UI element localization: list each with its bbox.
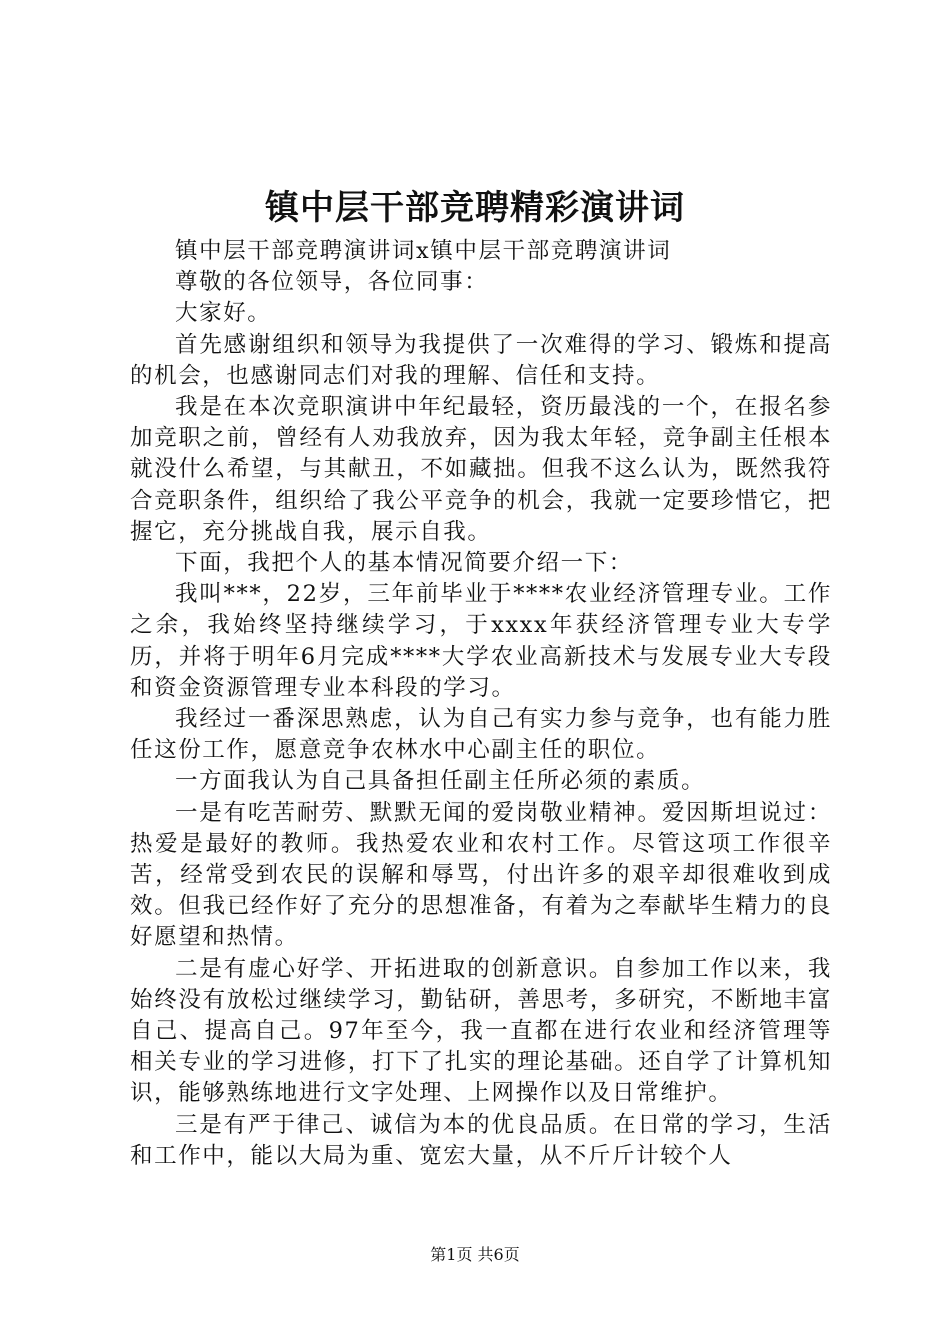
paragraph-5: 我是在本次竞职演讲中年纪最轻，资历最浅的一个，在报名参加竞职之前，曾经有人劝我放弃，因为我太年轻，竞争副主任根本就没什么希望，与其献丑，不如藏拙。但我不这么认为，既然我符合竞职条件，组织给了我公平竞争的机会，我就一定要珍惜它，把握它，充分挑战自我，展示自我。 (130, 394, 832, 545)
paragraph-7: 我叫***，22岁，三年前毕业于****农业经济管理专业。工作之余，我始终坚持继续学习，于xxxx年获经济管理专业大专学历，并将于明年6月完成****大学农业高新技术与发展专业大专段和资金资源管理专业本科段的学习。 (130, 581, 832, 701)
paragraph-4: 首先感谢组织和领导为我提供了一次难得的学习、锻炼和提高的机会，也感谢同志们对我的理解、信任和支持。 (130, 331, 832, 389)
document-body (130, 236, 832, 1172)
paragraph-9: 一方面我认为自己具备担任副主任所必须的素质。 (175, 768, 706, 795)
paragraph-3: 大家好。 (175, 300, 272, 327)
paragraph-8: 我经过一番深思熟虑，认为自己有实力参与竞争，也有能力胜任这份工作，愿意竞争农林水中心副主任的职位。 (130, 706, 832, 764)
page-title: 镇中层干部竞聘精彩演讲词 (265, 188, 685, 228)
paragraph-10: 一是有吃苦耐劳、默默无闻的爱岗敬业精神。爱因斯坦说过：热爱是最好的教师。我热爱农业和农村工作。尽管这项工作很辛苦，经常受到农民的误解和辱骂，付出许多的艰辛却很难收到成效。但我已经作好了充分的思想准备，有着为之奉献毕生精力的良好愿望和热情。 (130, 799, 832, 951)
paragraph-2: 尊敬的各位领导，各位同事： (175, 269, 489, 296)
paragraph-11: 二是有虚心好学、开拓进取的创新意识。自参加工作以来，我始终没有放松过继续学习，勤钻研，善思考，多研究，不断地丰富自己、提高自己。97年至今，我一直都在进行农业和经济管理等相关专业的学习进修，打下了扎实的理论基础。还自学了计算机知识，能够熟练地进行文字处理、上网操作以及日常维护。 (130, 955, 832, 1107)
paragraph-6: 下面，我把个人的基本情况简要介绍一下： (175, 550, 633, 577)
paragraph-1: 镇中层干部竞聘演讲词x镇中层干部竞聘演讲词 (175, 238, 672, 264)
paragraph-12: 三是有严于律己、诚信为本的优良品质。在日常的学习，生活和工作中，能以大局为重、宽宏大量，从不斤斤计较个人 (130, 1111, 832, 1169)
page-indicator: 第1页 共6页 (430, 1245, 520, 1264)
